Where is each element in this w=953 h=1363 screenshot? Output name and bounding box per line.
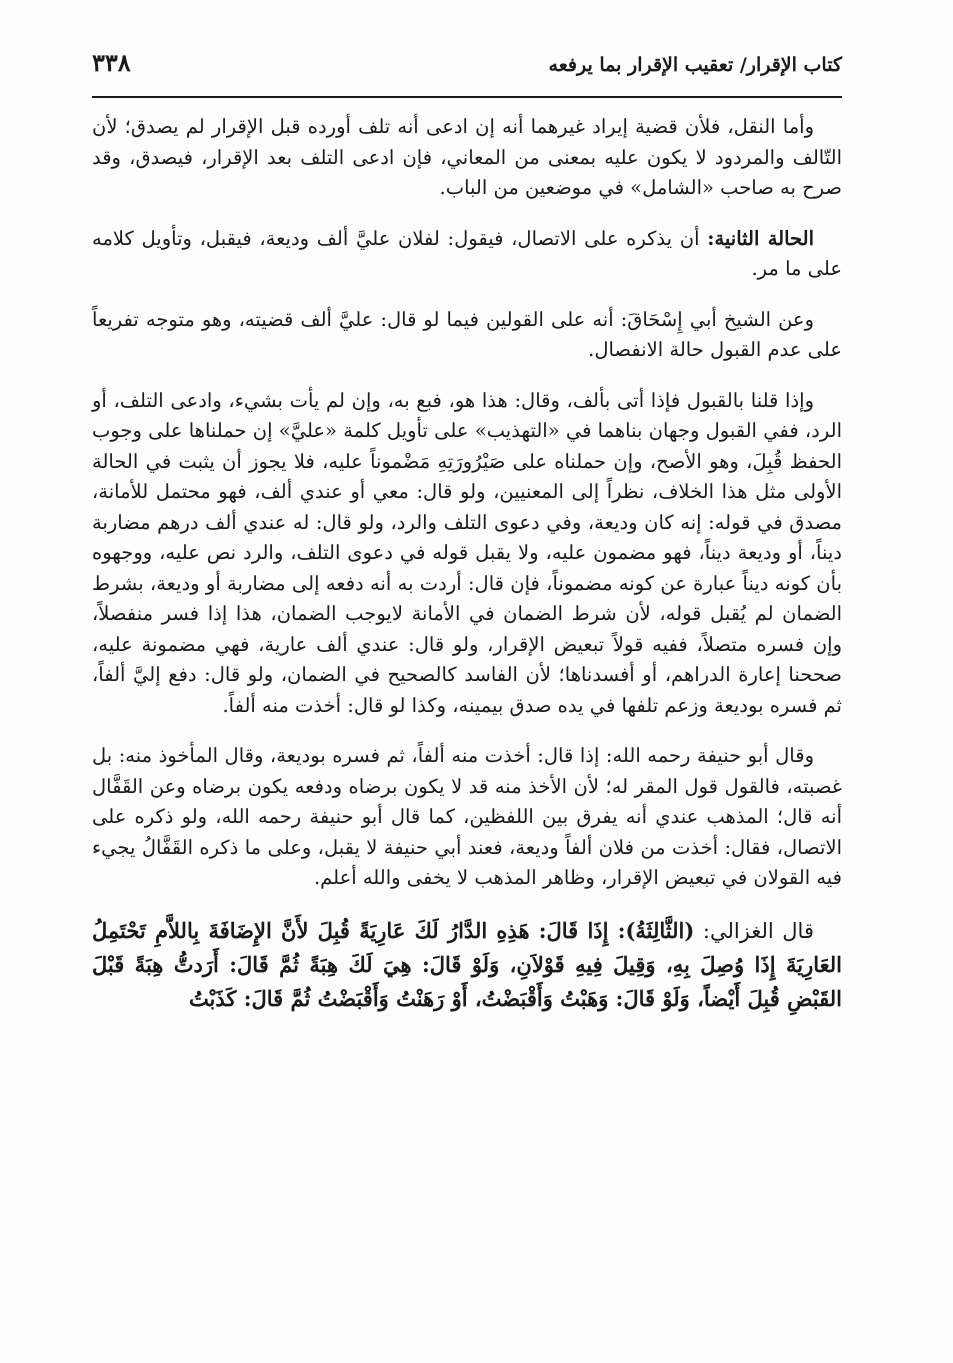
paragraph-abu-ishaq: وعن الشيخ أبي إِسْحَاقَ: أنه على القولين فيما لو قال: عليَّ ألف قضيته، وهو متوجه تفريعاً على عدم القبول حالة الانفصال. (92, 307, 842, 361)
paragraph-transmission: وأما النقل، فلأن قضية إيراد غيرهما أنه إن ادعى أنه تلف أورده قبل الإقرار لم يصدق؛ لأن التّالف والمردود لا يكون عليه بمعنى من المعاني، فإن ادعى التلف بعد الإقرار، فيصدق، وقد صرح به صاحب «الشامل» في موضعين من الباب. (92, 115, 842, 199)
chapter-title: كتاب الإقرار/ تعقيب الإقرار بما يرفعه (548, 54, 842, 76)
paragraph-abu-hanifa: وقال أبو حنيفة رحمه الله: إذا قال: أخذت منه ألفاً، ثم فسره بوديعة، وقال المأخوذ منه: بل غصبته، فالقول قول المقر له؛ لأن الأخذ منه قد لا يكون برضاه ودفعه يكون برضاه وعن القَفَّال أنه قال؛ المذهب عندي أنه يفرق بين اللفظين، كما قال أبو حنيفة رحمه الله، ولو ذكره على الاتصال، فقال: أخذت من فلان ألفاً وديعة، فعند أبي حنيفة لا يقبل، وعلى ما ذكره القَفَّالُ يجيء فيه القولان في تبعيض الإقرار، وظاهر المذهب لا يخفى والله أعلم. (92, 744, 842, 889)
quote-lead: قال الغزالي: (694, 918, 814, 943)
paragraph-acceptance: وإذا قلنا بالقبول فإذا أتى بألف، وقال: هذا هو، فبع به، وإن لم يأت بشيء، وادعى التلف، أو الرد، ففي القبول وجهان بناهما في «التهذيب» على تأويل كلمة «عليَّ» إن حملناها على وجوب الحفظ قُبِلَ، وهو الأصح، وإن حملناه على صَيْرُورَتِهِ مَضْموناً عليه، فلا يجوز أن يثبت في الحالة الأولى مثل هذا الخلاف، نظراً إلى المعنيين، ولو قال: معي أو عندي ألف، فهو محتمل للأمانة، مصدق في قوله: إنه كان وديعة، وفي دعوى التلف والرد، ولو قال: له عندي ألف درهم مضاربة ديناً، أو وديعة ديناً، فهو مضمون عليه، ولا يقبل قوله في دعوى التلف، والرد نص عليه، ووجهوه بأن كونه ديناً عبارة عن كونه مضموناً، فإن قال: أردت به أنه دفعه إلى مضاربة أو وديعة، بشرط الضمان لم يُقبل قوله، لأن شرط الضمان في الأمانة لايوجب الضمان، هذا إذا فسر منفصلاً، وإن فسره متصلاً، ففيه قولاً تبعيض الإقرار، ولو قال: عندي ألف عارية، فهي مضمونة عليه، صححنا إعارة الدراهم، أو أفسدناها؛ لأن الفاسد كالصحيح في الضمان، ولو قال: دفع إليَّ ألفاً، ثم فسره بوديعة وزعم تلفها في يده صدق بيمينه، وكذا لو قال: أخذت منه ألفاً. (92, 388, 842, 717)
quote-text: (الثَّالِثَةُ): إِذَا قَالَ: هَذِهِ الدَّارُ لَكَ عَارِيَةً قُبِلَ لأَنَّ الإِضَافَةَ بِاللاَّمِ تَحْتَمِلُ العَارِيَةَ إِذَا وُصِلَ بِهِ، وَقِيلَ فِيهِ قَوْلاَنِ، وَلَوْ قَالَ: هِيَ لَكَ هِبَةً ثُمَّ قَالَ: أَرَدتُّ هِبَةً قَبْلَ القَبْضِ قُبِلَ أَيْضاً، وَلَوْ قَالَ: وَهَبْتُ وَأَقْبَضْتُ، أَوْ رَهَنْتُ وَأَقْبَضْتُ ثُمَّ قَالَ: كَذَبْتُ (92, 917, 842, 1011)
page-number: ٣٣٨ (92, 48, 131, 77)
page-body (92, 112, 842, 1016)
second-case-heading: الحالة الثانية: (707, 226, 814, 250)
ghazali-quote (92, 914, 842, 1016)
header-divider (92, 96, 842, 98)
running-header (92, 44, 842, 96)
paragraph-second-case (92, 224, 842, 285)
second-case-text: أن يذكره على الاتصال، فيقول: لفلان عليَّ ألف وديعة، فيقبل، وتأويل كلامه على ما مر. (92, 226, 842, 280)
